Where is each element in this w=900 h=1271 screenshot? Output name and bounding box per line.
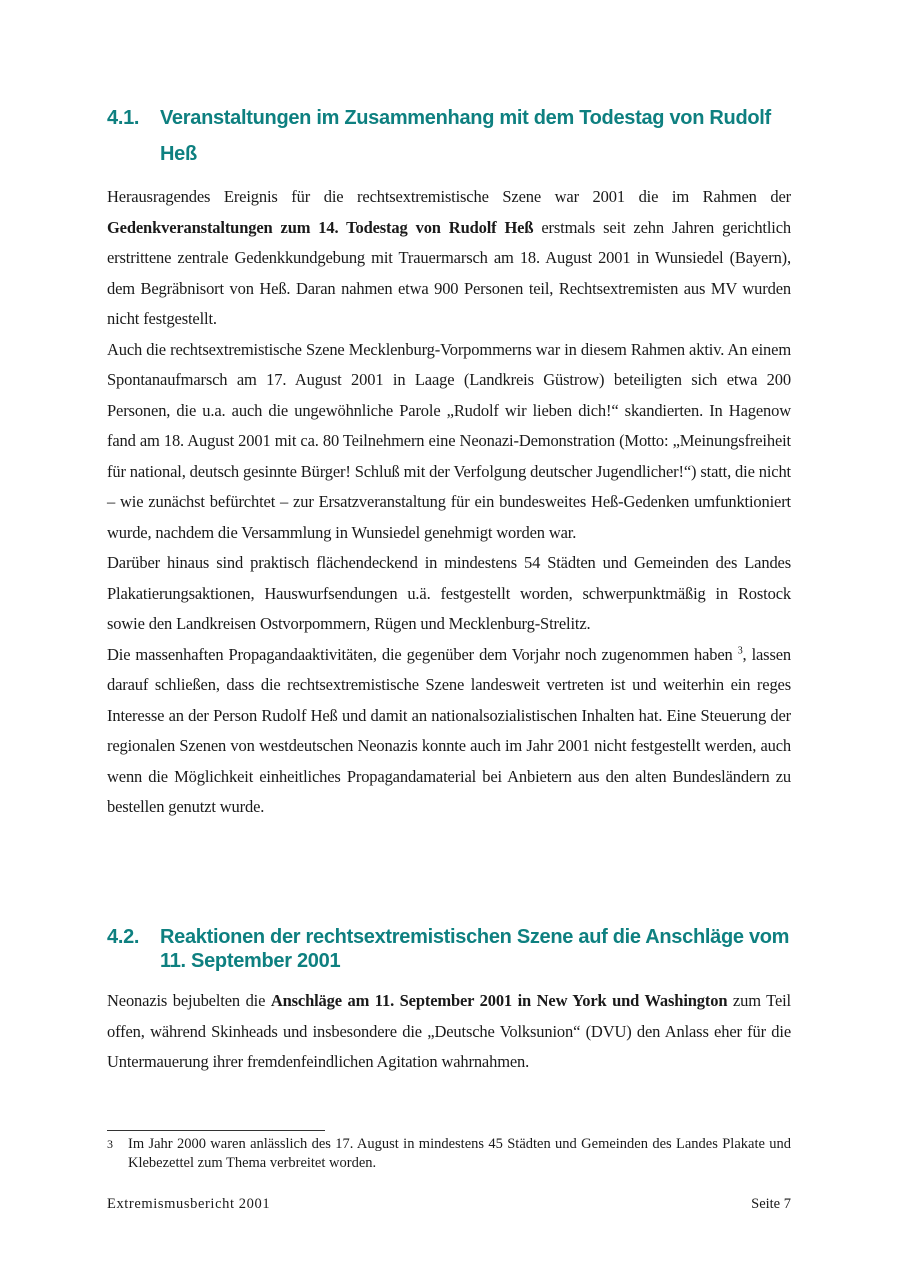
section-body-4-1 xyxy=(107,182,791,823)
paragraph-text: erstmals seit zehn Jahren gerichtlich erstrittene zentrale Gedenkkundgebung mit Trauermarsch am 18. August 2001 in Wunsiedel (Bayern), dem Begräbnisort von Heß. Daran nahmen etwa 900 Personen teil, Rechtsextremisten aus MV wurden nicht festgestellt. xyxy=(107,217,791,328)
paragraph: Darüber hinaus sind praktisch flächendeckend in mindestens 54 Städten und Gemeinden des Landes Plakatierungsaktionen, Hauswurfsendungen u.ä. festgestellt worden, schwerpunktmäßig in Rostock sowie den Landkreisen Ostvorpommern, Rügen und Mecklenburg-Strelitz. xyxy=(107,553,791,633)
footnote-divider xyxy=(107,1130,325,1131)
paragraph-bold-text: Anschläge am 11. September 2001 in New York und Washington xyxy=(270,991,728,1010)
section-number: 4.2. xyxy=(107,926,140,948)
paragraph xyxy=(107,986,791,1078)
footnote xyxy=(107,1135,791,1173)
section-body-4-2 xyxy=(107,986,791,1078)
section-heading-4-1 xyxy=(107,100,791,172)
section-title: Veranstaltungen im Zusammenhang mit dem Todestag von Rudolf Heß xyxy=(160,107,771,165)
section-heading-4-2 xyxy=(107,925,791,973)
paragraph-text: Neonazis bejubelten die xyxy=(107,991,271,1010)
footer-page-number: Seite 7 xyxy=(751,1196,791,1212)
paragraph-text: Die massenhaften Propagandaaktivitäten, die gegenüber dem Vorjahr noch zugenommen haben xyxy=(107,644,733,664)
paragraph-bold-text: Gedenkveranstaltungen zum 14. Todestag von Rudolf Heß xyxy=(107,217,534,237)
section-number: 4.1. xyxy=(107,107,140,129)
paragraph-text: , lassen darauf schließen, dass die rechtsextremistische Szene landesweit vertreten ist und weiterhin ein reges Interesse an der Person Rudolf Heß und damit an nationalsozialistischen Inhalten hat. Eine Steuerung der regionalen Szenen von westdeutschen Neonazis konnte auch im Jahr 2001 nicht festgestellt werden, auch wenn die Möglichkeit einheitliches Propagandamaterial bei Anbietern aus den alten Bundesländern zu bestellen genutzt wurde. xyxy=(107,644,792,816)
footer-report-title: Extremismusbericht 2001 xyxy=(107,1196,271,1212)
paragraph-text: Herausragendes Ereignis für die rechtsextremistische Szene war 2001 die im Rahmen der xyxy=(107,187,791,206)
footnote-text: Im Jahr 2000 waren anlässlich des 17. August in mindestens 45 Städten und Gemeinden des Landes Plakate und Klebezettel zum Thema verbreitet worden. xyxy=(128,1136,791,1171)
paragraph xyxy=(107,182,791,335)
footnote-reference[interactable]: 3 xyxy=(737,645,743,656)
section-title: Reaktionen der rechtsextremistischen Szene auf die Anschläge vom 11. September 2001 xyxy=(160,926,790,972)
footnote-number: 3 xyxy=(107,1137,113,1151)
paragraph xyxy=(107,640,791,823)
paragraph: Auch die rechtsextremistische Szene Mecklenburg-Vorpommerns war in diesem Rahmen aktiv. An einem Spontanaufmarsch am 17. August 2001 in Laage (Landkreis Güstrow) beteiligten sich etwa 200 Personen, die u.a. auch die ungewöhnliche Parole „Rudolf wir lieben dich!“ skandierten. In Hagenow fand am 18. August 2001 mit ca. 80 Teilnehmern eine Neonazi-Demonstration (Motto: „Meinungsfreiheit für national, deutsch gesinnte Bürger! Schluß mit der Verfolgung deutscher Jugendlicher!“) statt, die nicht – wie zunächst befürchtet – zur Ersatzveranstaltung für ein bundesweites Heß-Gedenken umfunktioniert wurde, nachdem die Versammlung in Wunsiedel genehmigt worden war. xyxy=(107,339,791,542)
paragraph-text: zum Teil offen, während Skinheads und insbesondere die „Deutsche Volksunion“ (DVU) den Anlass eher für die Untermauerung ihrer fremdenfeindlichen Agitation wahrnahmen. xyxy=(107,991,791,1071)
